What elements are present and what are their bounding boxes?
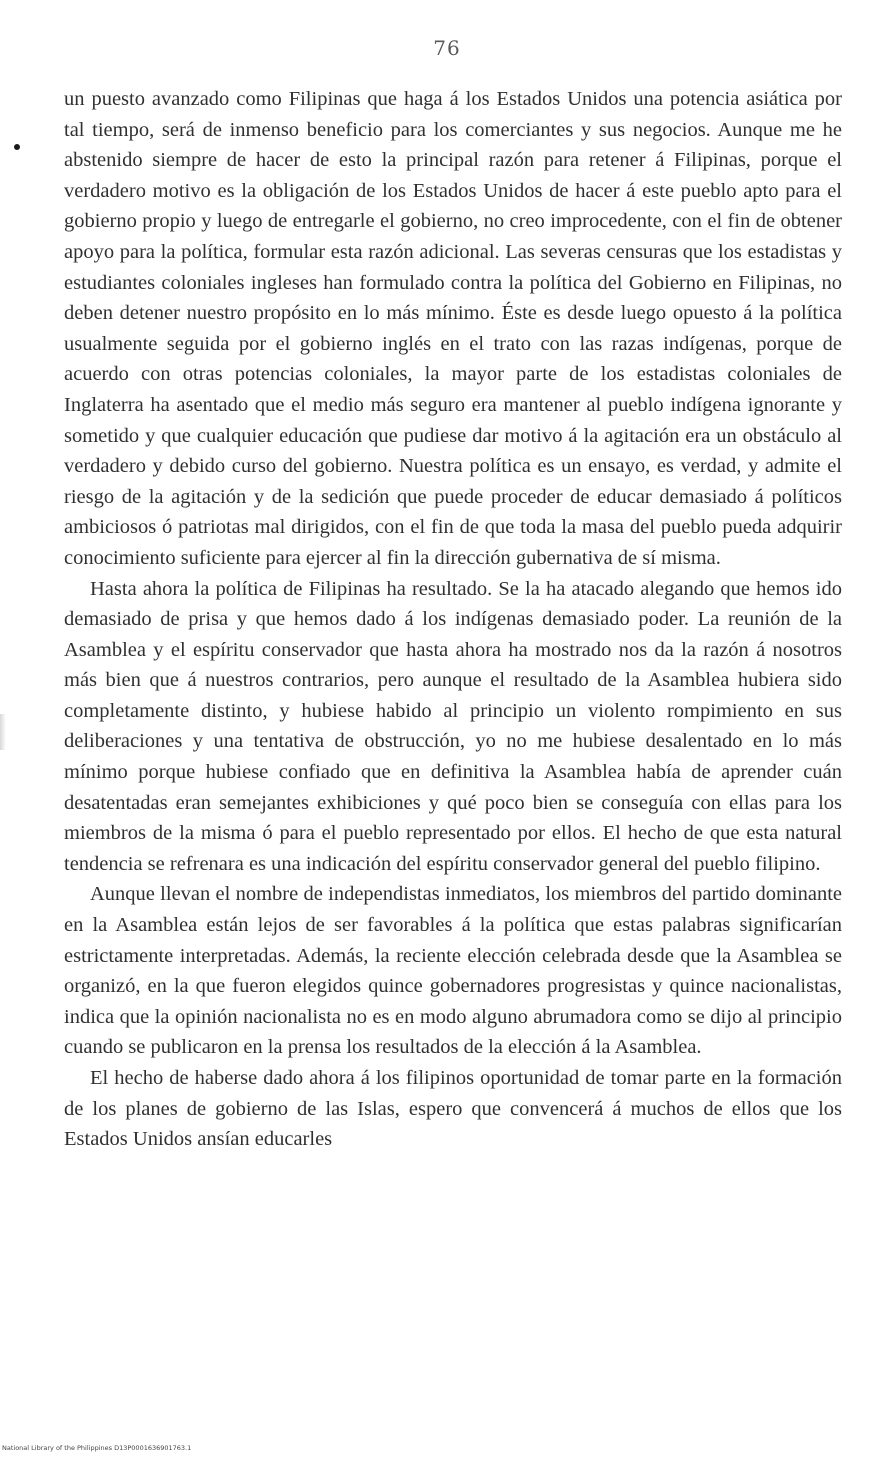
- paragraph-3: Aunque llevan el nombre de independistas inmediatos, los miembros del partido dominante en la Asamblea están lejos de ser favorables á la política que estas palabras significarían estrictamente interpretadas. Además, la reciente elección celebrada desde que la Asamblea se organizó, en la que fueron elegidos quince gobernadores progresistas y quince nacionalistas, indica que la opinión nacionalista no es en modo alguno abrumadora como se dijo al principio cuando se publicaron en la prensa los resultados de la elección á la Asamblea.: [64, 883, 842, 1059]
- margin-smudge-mark: [0, 714, 6, 750]
- paragraph-1: un puesto avanzado como Filipinas que haga á los Estados Unidos una potencia asiática por tal tiempo, será de inmenso beneficio para los comerciantes y sus negocios. Aunque me he abstenido siempre de hacer de esto la principal razón para retener á Filipinas, porque el verdadero motivo es la obligación de los Estados Unidos de hacer á este pueblo apto para el gobierno propio y luego de entregarle el gobierno, no creo improcedente, con el fin de obtener apoyo para la política, formular esta razón adicional. Las severas censuras que los estadistas y estudiantes coloniales ingleses han formulado contra la política del Gobierno en Filipinas, no deben detener nuestro propósito en lo más mínimo. Éste es desde luego opuesto á la política usualmente seguida por el gobierno inglés en el trato con las razas indígenas, porque de acuerdo con otras potencias coloniales, la mayor parte de los estadistas coloniales de Inglaterra ha asentado que el medio más seguro era mantener al pueblo indígena ignorante y sometido y que cualquier educación que pudiese dar motivo á la agitación era un obstáculo al verdadero y debido curso del gobierno. Nuestra política es un ensayo, es verdad, y admite el riesgo de la agitación y de la sedición que puede proceder de educar demasiado á políticos ambiciosos ó patriotas mal dirigidos, con el fin de que toda la masa del pueblo pueda adquirir conocimiento suficiente para ejercer al fin la dirección gubernativa de sí misma.: [64, 88, 842, 569]
- digitization-credit: National Library of the Philippines D13P0001636901763.1: [2, 1444, 192, 1452]
- margin-dot-mark: [14, 144, 20, 150]
- paragraph-2: Hasta ahora la política de Filipinas ha resultado. Se la ha atacado alegando que hemos ido demasiado de prisa y que hemos dado á los indígenas demasiado poder. La reunión de la Asamblea y el espíritu conservador que hasta ahora ha mostrado nos da la razón á nosotros más bien que á nuestros contrarios, pero aunque el resultado de la Asamblea hubiera sido completamente distinto, y hubiese habido al principio un violento rompimiento en sus deliberaciones y una tentativa de obstrucción, yo no me hubiese desalentado en lo más mínimo porque hubiese confiado que en definitiva la Asamblea había de aprender cuán desatentadas eran semejantes exhibiciones y qué poco bien se conseguía con ellas para los miembros de la misma ó para el pueblo representado por ellos. El hecho de que esta natural tendencia se refrenara es una indicación del espíritu conservador general del pueblo filipino.: [64, 577, 842, 875]
- paragraph-4: El hecho de haberse dado ahora á los filipinos oportunidad de tomar parte en la formación de los planes de gobierno de las Islas, espero que convencerá á muchos de ellos que los Estados Unidos ansían educarles: [64, 1067, 842, 1151]
- page-number: 76: [433, 36, 461, 60]
- body-text: [64, 84, 842, 1155]
